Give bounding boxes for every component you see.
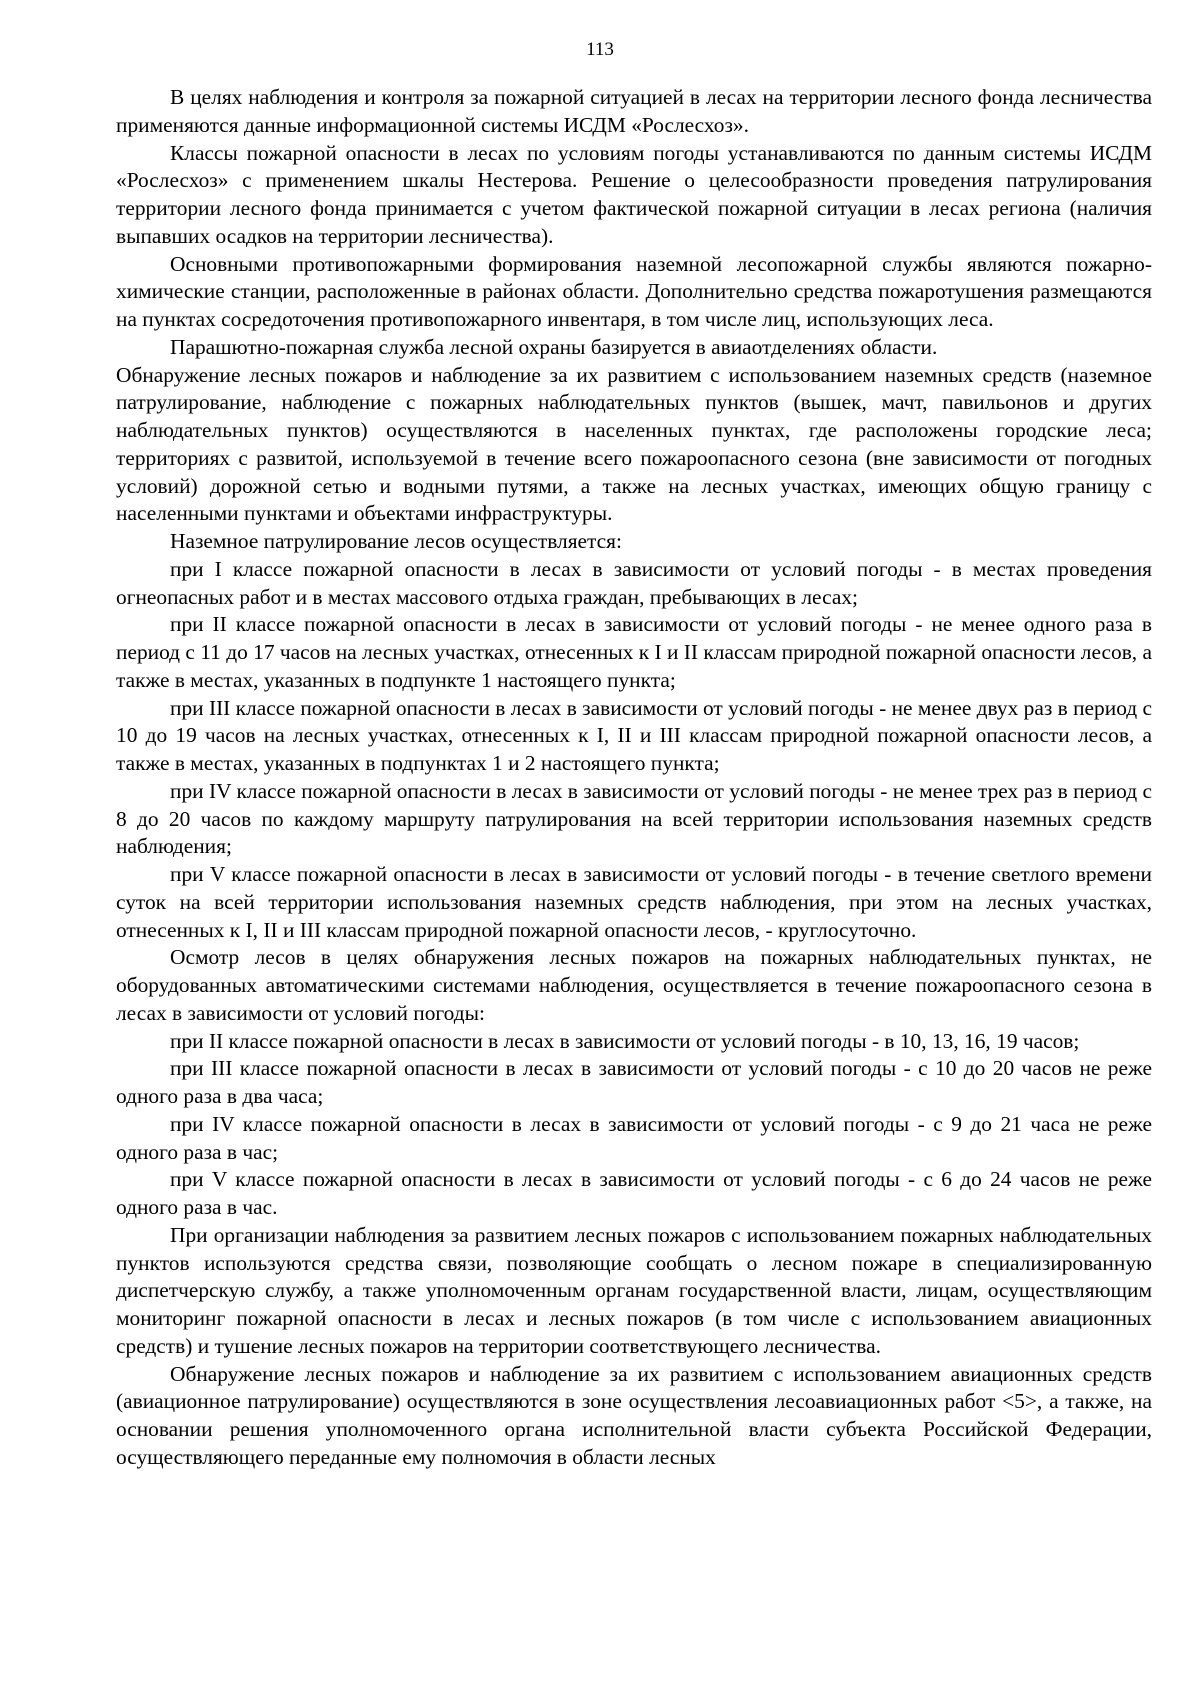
list-item-patrol-class-4: при IV классе пожарной опасности в лесах в зависимости от условий погоды - не менее трех раз в период с 8 до 20 часов по каждому маршруту патрулирования на всей территории использования наземных средств наблюдения; [116, 778, 1152, 859]
paragraph-isdm-monitoring: В целях наблюдения и контроля за пожарной ситуацией в лесах на территории лесного фонда лесничества применяются данные информационной системы ИСДМ «Рослесхоз». [116, 85, 1152, 137]
paragraph-communication-means: При организации наблюдения за развитием лесных пожаров с использованием пожарных наблюдательных пунктов используются средства связи, позволяющие сообщать о лесном пожаре в специализированную диспетчерскую службу, а также уполномоченным органам государственной власти, лицам, осуществляющим мониторинг пожарной опасности в лесах и лесных пожаров (в том числе с использованием авиационных средств) и тушение лесных пожаров на территории соответствующего лесничества. [116, 1222, 1152, 1358]
paragraph-aviation-patrol: Обнаружение лесных пожаров и наблюдение за их развитием с использованием авиационных средств (авиационное патрулирование) осуществляются в зоне осуществления лесоавиационных работ <5>, а также, на основании решения уполномоченного органа исполнительной власти субъекта Российской Федерации, осуществляющего переданные ему полномочия в области лесных [116, 1361, 1152, 1469]
paragraph-parachute-service: Парашютно-пожарная служба лесной охраны базируется в авиаотделениях области. [170, 334, 938, 359]
list-item-patrol-class-2: при II классе пожарной опасности в лесах в зависимости от условий погоды - не менее одного раза в период с 11 до 17 часов на лесных участках, отнесенных к I и II классам природной пожарной опасности лесов, а также в местах, указанных в подпункте 1 настоящего пункта; [116, 612, 1152, 692]
list-item-patrol-class-5: при V классе пожарной опасности в лесах в зависимости от условий погоды - в течение светлого времени суток на всей территории использования наземных средств наблюдения, при этом на лесных участках, отнесенных к I, II и III классам природной пожарной опасности лесов, - круглосуточно. [116, 862, 1152, 942]
paragraph-observation-points-intro: Осмотр лесов в целях обнаружения лесных пожаров на пожарных наблюдательных пунктах, не оборудованных автоматическими системами наблюдения, осуществляется в течение пожароопасного сезона в лесах в зависимости от условий погоды: [116, 945, 1152, 1025]
list-item-observation-class-5: при V классе пожарной опасности в лесах в зависимости от условий погоды - с 6 до 24 часов не реже одного раза в час. [116, 1167, 1152, 1219]
page-body [116, 84, 1152, 1472]
paragraph-fire-danger-classes: Классы пожарной опасности в лесах по условиям погоды устанавливаются по данным системы ИСДМ «Рослесхоз» с применением шкалы Нестерова. Решение о целесообразности проведения патрулирования территории лесного фонда принимается с учетом фактической пожарной ситуации в лесах региона (наличия выпавших осадков на территории лесничества). [116, 140, 1152, 248]
list-item-patrol-class-3: при III классе пожарной опасности в лесах в зависимости от условий погоды - не менее двух раз в период с 10 до 19 часов на лесных участках, отнесенных к I, II и III классам природной пожарной опасности лесов, а также в местах, указанных в подпунктах 1 и 2 настоящего пункта; [116, 695, 1152, 775]
paragraph-ground-patrol-intro: Наземное патрулирование лесов осуществляется: [170, 529, 622, 553]
list-item-observation-class-3: при III классе пожарной опасности в лесах в зависимости от условий погоды - с 10 до 20 часов не реже одного раза в два часа; [116, 1056, 1152, 1108]
page-number: 113 [586, 39, 614, 60]
list-item-patrol-class-1: при I классе пожарной опасности в лесах в зависимости от условий погоды - в местах проведения огнеопасных работ и в местах массового отдыха граждан, пребывающих в лесах; [116, 556, 1152, 609]
paragraph-ground-detection: Обнаружение лесных пожаров и наблюдение за их развитием с использованием наземных средств (наземное патрулирование, наблюдение с пожарных наблюдательных пунктов (вышек, мачт, павильонов и других наблюдательных пунктов) осуществляются в населенных пунктах, где расположены городские леса; территориях с развитой, используемой в течение всего пожароопасного сезона (вне зависимости от погодных условий) дорожной сетью и водными путями, а также на лесных участках, имеющих общую границу с населенными пунктами и объектами инфраструктуры. [116, 362, 1152, 526]
list-item-observation-class-4: при IV классе пожарной опасности в лесах в зависимости от условий погоды - с 9 до 21 часа не реже одного раза в час; [116, 1111, 1152, 1164]
paragraph-fire-chemical-stations: Основными противопожарными формирования наземной лесопожарной службы являются пожарно-химические станции, расположенные в районах области. Дополнительно средства пожаротушения размещаются на пунктах сосредоточения противопожарного инвентаря, в том числе лиц, использующих леса. [116, 251, 1152, 331]
list-item-observation-class-2: при II классе пожарной опасности в лесах в зависимости от условий погоды - в 10, 13, 16, 19 часов; [170, 1028, 1080, 1053]
